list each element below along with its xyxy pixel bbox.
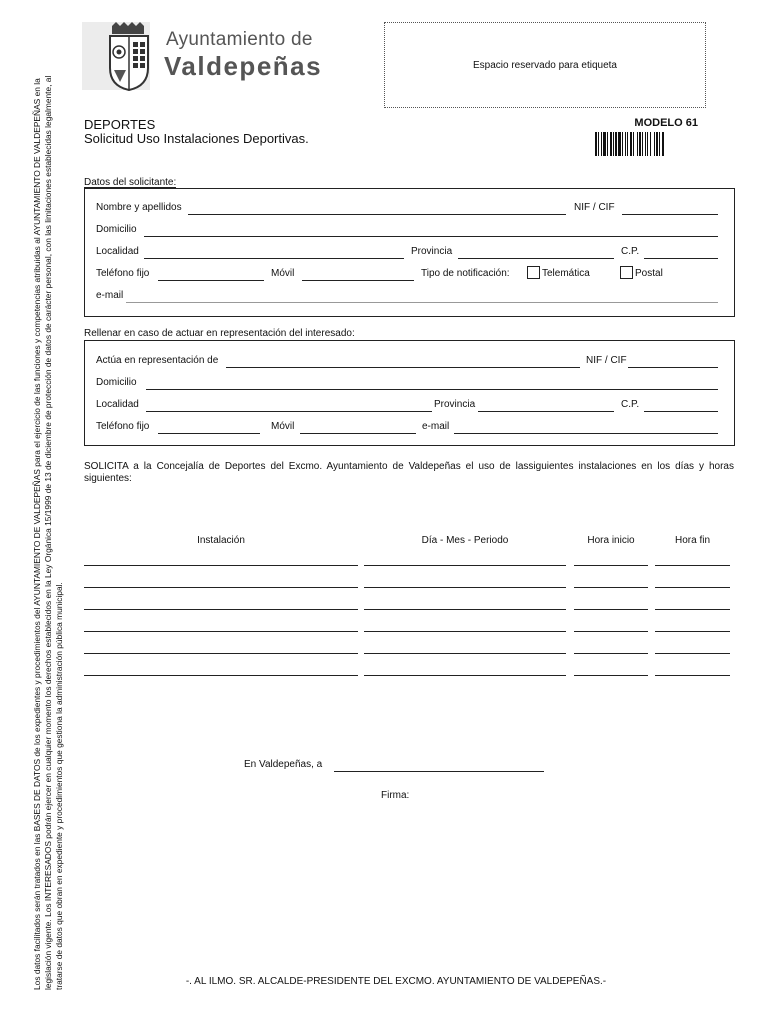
form-title: Solicitud Uso Instalaciones Deportivas. [84, 131, 309, 146]
applicant-address-field[interactable] [144, 236, 718, 237]
represent-nif-label: NIF / CIF [586, 355, 627, 366]
applicant-nif-field[interactable] [622, 214, 718, 215]
coat-of-arms-icon [104, 20, 154, 92]
table-cell-field[interactable] [364, 675, 566, 676]
signature-date-field[interactable] [334, 771, 544, 772]
represent-province-field[interactable] [478, 411, 614, 412]
represent-phone-label: Teléfono fijo [96, 421, 150, 432]
department-title: DEPORTES [84, 117, 156, 132]
represent-locality-field[interactable] [146, 411, 432, 412]
model-number: MODELO 61 [634, 117, 698, 129]
label-reserved-text: Espacio reservado para etiqueta [473, 60, 617, 71]
representative-section-title: Rellenar en caso de actuar en representación del interesado: [84, 328, 355, 339]
table-cell-field[interactable] [84, 653, 358, 654]
represent-nif-field[interactable] [628, 367, 718, 368]
table-cell-field[interactable] [84, 631, 358, 632]
represent-email-field[interactable] [454, 433, 718, 434]
notice-line-2: legislación vigente. Los INTERESADOS podrán ejercer en cualquier momento los derechos establecidos en la Ley Orgánica 15/1999 de 13 de diciembre de protección de datos de carácter personal, con las limitaciones establecidas legalmente, al [43, 75, 53, 990]
addressee-footer: -. AL ILMO. SR. ALCALDE-PRESIDENTE DEL EXCMO. AYUNTAMIENTO DE VALDEPEÑAS.- [185, 976, 607, 987]
represent-cp-label: C.P. [621, 399, 640, 410]
request-text: SOLICITA a la Concejalía de Deportes del Excmo. Ayuntamiento de Valdepeñas el uso de lassiguientes instalaciones en los días y horas siguientes: [84, 461, 734, 484]
col-date-header: Día - Mes - Periodo [421, 535, 509, 546]
table-cell-field[interactable] [655, 631, 730, 632]
applicant-cp-field[interactable] [644, 258, 718, 259]
represent-acts-label: Actúa en representación de [96, 355, 219, 366]
col-end-header: Hora fin [674, 535, 710, 546]
applicant-cp-label: C.P. [621, 246, 640, 257]
table-cell-field[interactable] [574, 653, 648, 654]
applicant-phone-label: Teléfono fijo [96, 268, 150, 279]
represent-cp-field[interactable] [644, 411, 718, 412]
table-cell-field[interactable] [655, 565, 730, 566]
applicant-mobile-field[interactable] [302, 280, 414, 281]
option-postal[interactable] [620, 266, 663, 279]
data-protection-notice [32, 30, 65, 990]
postal-label: Postal [635, 268, 663, 279]
table-cell-field[interactable] [655, 587, 730, 588]
table-cell-field[interactable] [574, 565, 648, 566]
applicant-email-label: e-mail [96, 290, 124, 301]
table-cell-field[interactable] [364, 609, 566, 610]
table-cell-field[interactable] [364, 631, 566, 632]
notice-line-1: Los datos facilitados serán tratados en las BASES DE DATOS de los expedientes y procedimientos del AYUNTAMIENTO DE VALDEPEÑAS para el ejercicio de las funciones y competencias atribuidas al AYUNTAMIENTO DE VALDEPEÑAS en la [32, 78, 42, 990]
notification-type-label: Tipo de notificación: [421, 268, 510, 279]
telematic-label: Telemática [542, 268, 590, 279]
represent-email-label: e-mail [422, 421, 450, 432]
represent-address-label: Domicilio [96, 377, 137, 388]
table-cell-field[interactable] [364, 653, 566, 654]
represent-locality-label: Localidad [96, 399, 139, 410]
table-cell-field[interactable] [574, 675, 648, 676]
table-cell-field[interactable] [574, 631, 648, 632]
applicant-locality-label: Localidad [96, 246, 139, 257]
applicant-address-label: Domicilio [96, 224, 137, 235]
applicant-name-label: Nombre y apellidos [96, 202, 182, 213]
table-cell-field[interactable] [655, 609, 730, 610]
table-cell-field[interactable] [364, 587, 566, 588]
applicant-mobile-label: Móvil [271, 268, 295, 279]
applicant-locality-field[interactable] [144, 258, 404, 259]
logo-line-2: Valdepeñas [164, 51, 323, 81]
represent-address-field[interactable] [146, 389, 718, 390]
represent-mobile-field[interactable] [300, 433, 416, 434]
applicant-phone-field[interactable] [158, 280, 264, 281]
barcode-icon [595, 132, 698, 156]
option-telematic[interactable] [527, 266, 590, 279]
table-cell-field[interactable] [655, 653, 730, 654]
applicant-nif-label: NIF / CIF [574, 202, 615, 213]
applicant-email-field[interactable] [126, 302, 718, 303]
applicant-province-label: Provincia [411, 246, 453, 257]
telematic-checkbox[interactable] [527, 266, 540, 279]
table-cell-field[interactable] [574, 609, 648, 610]
col-installation-header: Instalación [197, 535, 245, 546]
table-cell-field[interactable] [364, 565, 566, 566]
applicant-province-field[interactable] [458, 258, 614, 259]
table-cell-field[interactable] [574, 587, 648, 588]
represent-phone-field[interactable] [158, 433, 260, 434]
represent-province-label: Provincia [434, 399, 476, 410]
table-cell-field[interactable] [84, 587, 358, 588]
logo-line-1: Ayuntamiento de [166, 29, 313, 50]
signature-label: Firma: [381, 790, 410, 801]
represent-acts-field[interactable] [226, 367, 580, 368]
applicant-section-title: Datos del solicitante: [84, 177, 177, 188]
table-cell-field[interactable] [84, 675, 358, 676]
applicant-name-field[interactable] [188, 214, 566, 215]
signature-place-label: En Valdepeñas, a [244, 759, 323, 770]
represent-mobile-label: Móvil [271, 421, 295, 432]
table-cell-field[interactable] [84, 609, 358, 610]
postal-checkbox[interactable] [620, 266, 633, 279]
table-cell-field[interactable] [655, 675, 730, 676]
notice-line-3: tratarse de datos que obran en expediente y procedimientos que gestiona la administración pública municipal. [54, 582, 64, 990]
col-start-header: Hora inicio [587, 535, 635, 546]
table-cell-field[interactable] [84, 565, 358, 566]
